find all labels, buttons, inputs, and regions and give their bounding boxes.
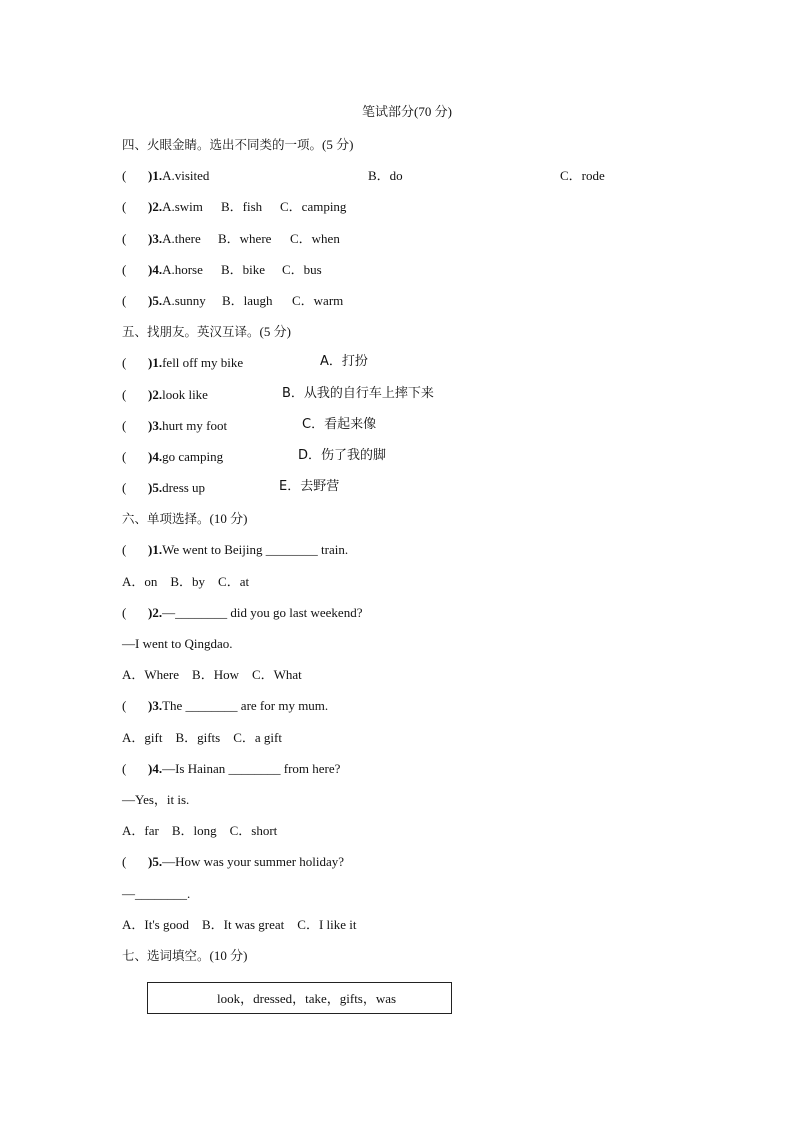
answer-paren[interactable]: (	[122, 387, 127, 402]
option-b: B．do	[368, 168, 403, 183]
answer-paren[interactable]: (	[122, 449, 127, 464]
item-number: )2.	[148, 387, 163, 402]
section-5-heading-text: 五、找朋友。英汉互译。	[122, 324, 260, 339]
option-b: B．fish	[221, 199, 263, 214]
option-a: A.there	[162, 231, 201, 246]
section-4-heading-text: 四、火眼金睛。选出不同类的一项。	[122, 137, 323, 152]
answer-paren[interactable]: (	[122, 761, 127, 776]
item-number: )1.	[148, 542, 163, 557]
section-6-heading	[122, 511, 247, 527]
section-7-heading	[122, 948, 247, 964]
answer-paren[interactable]: (	[122, 168, 127, 183]
answer-paren[interactable]: (	[122, 355, 127, 370]
question-text: The ________ are for my mum.	[162, 698, 329, 713]
s6-q4-answer: —Yes，it is.	[122, 792, 190, 807]
chinese-meaning: C．看起来像	[302, 417, 377, 432]
answer-paren[interactable]: (	[122, 293, 127, 308]
item-number: )2.	[148, 605, 163, 620]
chinese-meaning: E．去野营	[279, 479, 340, 494]
answer-paren[interactable]: (	[122, 605, 127, 620]
option-a: A.swim	[162, 199, 203, 214]
s6-q5-answer: —________.	[122, 886, 191, 901]
section-4-heading	[122, 137, 353, 153]
answer-paren[interactable]: (	[122, 262, 127, 277]
section-6-score: (10 分)	[209, 511, 248, 526]
option-c: C．bus	[282, 262, 322, 277]
question-text: —________ did you go last weekend?	[162, 605, 363, 620]
answer-paren[interactable]: (	[122, 854, 127, 869]
item-number: )1.	[148, 168, 163, 183]
section-5-score: (5 分)	[259, 324, 291, 339]
section-title: 笔试部分(70 分)	[362, 104, 452, 119]
option-b: B．where	[218, 231, 272, 246]
english-phrase: go camping	[162, 449, 224, 464]
item-number: )5.	[148, 293, 163, 308]
item-number: )4.	[148, 262, 163, 277]
s6-q2-options: A．Where B．How C．What	[122, 667, 302, 682]
s6-q1-options: A．on B．by C．at	[122, 574, 250, 589]
item-number: )3.	[148, 698, 163, 713]
section-4-score: (5 分)	[322, 137, 354, 152]
item-number: )2.	[148, 199, 163, 214]
english-phrase: fell off my bike	[162, 355, 244, 370]
question-text: —Is Hainan ________ from here?	[162, 761, 341, 776]
s6-question-4	[122, 761, 340, 777]
english-phrase: look like	[162, 387, 208, 402]
item-number: )5.	[148, 854, 163, 869]
section-7-heading-text: 七、选词填空。	[122, 948, 210, 963]
word-bank-box	[147, 982, 452, 1014]
s6-q2-answer: —I went to Qingdao.	[122, 636, 233, 651]
s6-question-2	[122, 605, 362, 621]
answer-paren[interactable]: (	[122, 199, 127, 214]
option-b: B．laugh	[222, 293, 273, 308]
option-c: C．when	[290, 231, 340, 246]
chinese-meaning: A．打扮	[320, 354, 368, 369]
question-text: —How was your summer holiday?	[162, 854, 345, 869]
english-phrase: dress up	[162, 480, 206, 495]
answer-paren[interactable]: (	[122, 418, 127, 433]
chinese-meaning: B．从我的自行车上摔下来	[282, 386, 434, 401]
question-text: We went to Beijing ________ train.	[162, 542, 349, 557]
section-6-heading-text: 六、单项选择。	[122, 511, 210, 526]
option-a: A.sunny	[162, 293, 206, 308]
item-number: )1.	[148, 355, 163, 370]
answer-paren[interactable]: (	[122, 480, 127, 495]
option-c: C．rode	[560, 168, 605, 183]
item-number: )4.	[148, 761, 163, 776]
s6-question-3	[122, 698, 328, 714]
word-bank-words: look，dressed，take，gifts，was	[217, 991, 397, 1006]
option-c: C．camping	[280, 199, 347, 214]
item-number: )3.	[148, 231, 163, 246]
item-number: )4.	[148, 449, 163, 464]
s6-q4-options: A．far B．long C．short	[122, 823, 278, 838]
s6-question-1	[122, 542, 348, 558]
option-b: B．bike	[221, 262, 266, 277]
item-number: )3.	[148, 418, 163, 433]
option-c: C．warm	[292, 293, 344, 308]
option-a: A.visited	[162, 168, 210, 183]
option-a: A.horse	[162, 262, 203, 277]
answer-paren[interactable]: (	[122, 231, 127, 246]
chinese-meaning: D．伤了我的脚	[298, 448, 387, 463]
english-phrase: hurt my foot	[162, 418, 228, 433]
section-7-score: (10 分)	[209, 948, 248, 963]
section-5-heading	[122, 324, 291, 340]
s6-q5-options: A．It's good B．It was great C．I like it	[122, 917, 357, 932]
s6-q3-options: A．gift B．gifts C．a gift	[122, 730, 282, 745]
s6-question-5	[122, 854, 344, 870]
answer-paren[interactable]: (	[122, 542, 127, 557]
item-number: )5.	[148, 480, 163, 495]
answer-paren[interactable]: (	[122, 698, 127, 713]
